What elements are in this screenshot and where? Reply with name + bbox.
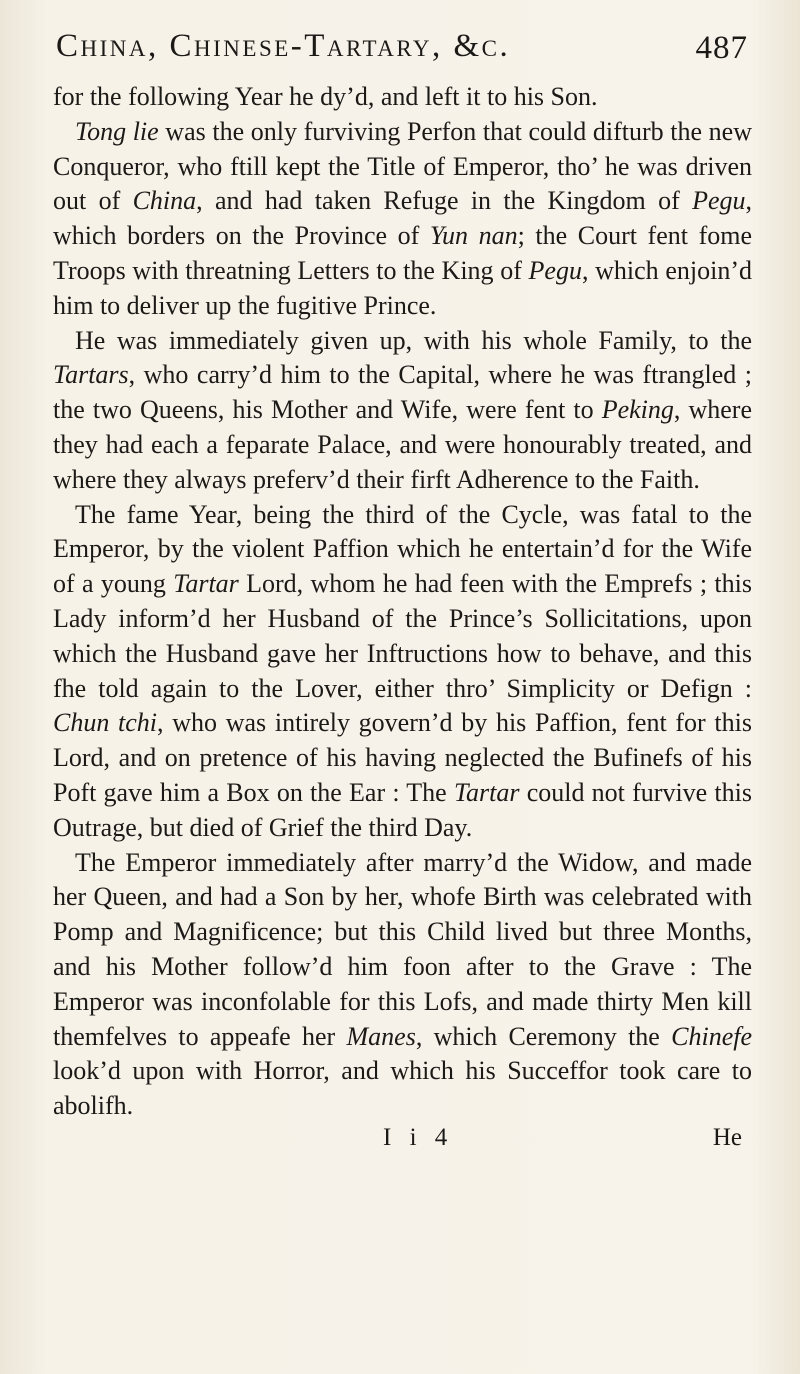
- running-head: [53, 28, 752, 80]
- paragraph: [53, 846, 752, 1124]
- text-run: Lord, whom he had feen with the Emprefs ; this Lady inform’d her Husband of the Prince’s Sollicitations, upon which the Husband gave her Inftructions how to behave, and this fhe told again to the Lover, either thro’ Simplicity or Defign :: [53, 569, 752, 703]
- text-run: , where they had each a feparate Palace, and were honourably treated, and where they always preferv’d their firft Adherence to the Faith.: [53, 395, 752, 494]
- paragraph: [53, 498, 752, 846]
- text-run: , which enjoin’d him to deliver up the fugitive Prince.: [53, 255, 752, 320]
- italic-run: Chun tchi: [53, 708, 158, 738]
- text-run: , which Ceremony the: [415, 1021, 672, 1051]
- italic-run: Chinefe: [671, 1021, 752, 1051]
- page-footer: [53, 1124, 752, 1164]
- page-number: 487: [695, 30, 748, 66]
- text-run: look’d upon with Horror, and which his Succeffor took care to abolifh.: [53, 1056, 752, 1121]
- italic-run: China: [132, 186, 197, 216]
- text-run: The Emperor immediately after marry’d the Widow, and made her Queen, and had a Son by her, whofe Birth was celebrated with Pomp and Magnificence; but this Child lived but three Months, and his Mother follow’d him foon after to the Grave : The Emperor was inconfolable for this Lofs, and made thirty Men kill themfelves to appeafe her: [53, 847, 752, 1051]
- italic-run: Tong lie: [75, 116, 159, 146]
- italic-run: Tartar: [173, 569, 239, 599]
- text-run: ; the Court fent fome Troops with threatning Letters to the King of: [53, 221, 752, 285]
- text-run: He was immediately given up, with his whole Family, to the: [75, 325, 752, 355]
- running-title: China, Chinese-Tartary, &c.: [56, 28, 511, 64]
- italic-run: Tartar: [453, 777, 520, 807]
- paragraph: [53, 324, 752, 498]
- text-run: was the only furviving Perfon that could difturb the new Conqueror, who ftill kept the Title of Emperor, tho’ he was driven out of: [53, 116, 752, 216]
- italic-run: Tartars: [53, 360, 129, 390]
- signature-mark: I i 4: [383, 1123, 454, 1151]
- body-text: [53, 80, 752, 1124]
- text-run: for the following Year he dy’d, and left it to his Son.: [53, 82, 598, 111]
- paragraph: [53, 80, 752, 115]
- italic-run: Manes: [346, 1021, 416, 1051]
- italic-run: Peking: [601, 395, 674, 425]
- italic-run: Pegu: [692, 186, 746, 216]
- paragraph: [53, 115, 752, 324]
- text-run: , who was intirely govern’d by his Paffion, fent for this Lord, and on pretence of his having neglected the Bufinefs of his Poft gave him a Box on the Ear : The: [53, 708, 752, 807]
- italic-run: Pegu: [528, 255, 582, 285]
- italic-run: Yun nan: [429, 221, 518, 251]
- text-run: , and had taken Refuge in the Kingdom of: [196, 186, 693, 216]
- catchword: He: [712, 1123, 742, 1151]
- text-run: could not furvive this Outrage, but died of Grief the third Day.: [53, 777, 752, 842]
- text-run: , which borders on the Province of: [53, 186, 752, 251]
- text-run: The fame Year, being the third of the Cycle, was fatal to the Emperor, by the violent Paffion which he entertain’d for the Wife of a young: [53, 499, 752, 599]
- text-run: , who carry’d him to the Capital, where he was ftrangled ; the two Queens, his Mother and Wife, were fent to: [53, 360, 752, 425]
